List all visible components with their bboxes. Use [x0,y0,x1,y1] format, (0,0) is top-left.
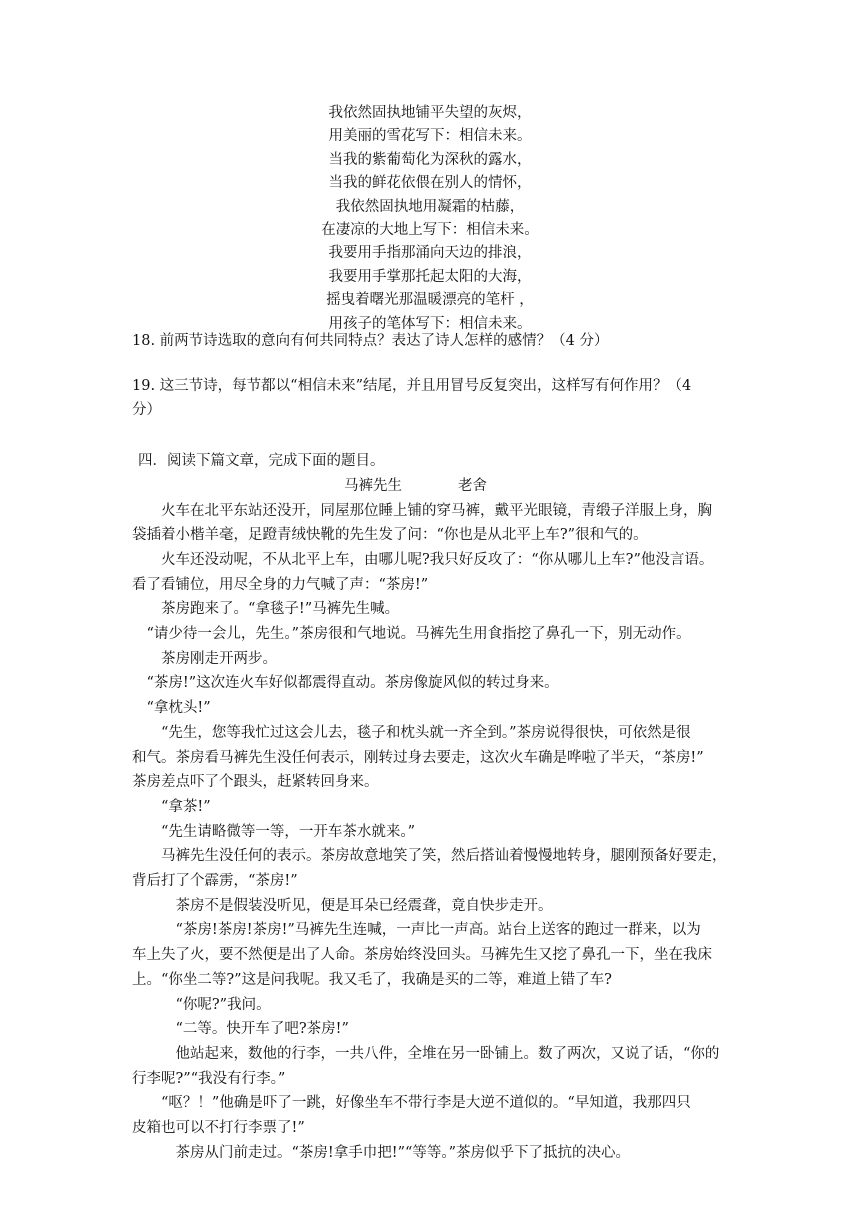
article-line: “茶房!”这次连火车好似都震得直动。茶房像旋风似的转过身来。 [132,675,559,692]
article-line: 车上失了火，要不然便是出了人命。茶房始终没回头。马裤先生又挖了鼻孔一下，坐在我床 [132,947,712,964]
poem-line: 用孩子的笔体写下：相信未来。 [328,315,532,332]
article-line: 马裤先生没任何的表示。茶房故意地笑了笑，然后搭讪着慢慢地转身，腿刚预备好要走， [132,848,727,865]
question-19-line-2: 分） [132,402,161,419]
article-line: 茶房从门前走过。“茶房!拿手巾把!”“等等。”茶房似乎下了抵抗的决心。 [132,1144,631,1161]
poem-line: 我依然固执地用凝霜的枯藤， [335,198,525,215]
article-line: 火车在北平东站还没开，同屋那位睡上铺的穿马裤，戴平光眼镜，青缎子洋服上身，胸 [132,502,712,519]
article-line: 茶房刚走开两步。 [132,650,277,667]
question-18: 18. 前两节诗选取的意向有何共同特点？表达了诗人怎样的感情？（4 分） [132,333,609,349]
article-line: 他站起来，数他的行李，一共八件，全堆在另一卧铺上。数了两次，又说了话，“你的 [132,1045,720,1062]
article-line: “先生，您等我忙过这会儿去，毯子和枕头就一齐全到。”茶房说得很快，可依然是很 [132,724,691,741]
article-line: “拿枕头!” [132,700,211,717]
article-line: 火车还没动呢，不从北平上车，由哪儿呢?我只好反攻了：“你从哪儿上车?”他没言语。 [132,551,714,568]
poem-line: 在凄凉的大地上写下：相信未来。 [321,222,539,239]
poem-line: 摇曳着曙光那温暖漂亮的笔杆 ， [326,292,534,309]
content-block [132,329,732,1165]
article-line: 茶房差点吓了个跟头，赶紧转回身来。 [132,774,379,791]
poem-line: 我要用手指那涌向天边的排浪， [328,245,532,262]
poem-line: 用美丽的雪花写下：相信未来。 [328,128,532,145]
article-line: “你呢?”我问。 [132,996,271,1013]
article-author: 老舍 [458,477,487,494]
poem-block [0,102,860,336]
article-line: 上。“你坐二等?”这是问我呢。我又毛了，我确是买的二等，难道上错了车? [132,971,612,988]
article-line: 皮箱也可以不打行李票了!” [132,1120,305,1137]
article-line: “先生请略微等一等，一开车茶水就来。” [132,823,416,840]
article-line: 袋插着小楷羊毫，足蹬青绒快靴的先生发了问：“你也是从北平上车?”很和气的。 [132,527,648,544]
article-line: 茶房不是假装没听见，便是耳朵已经震聋，竟自快步走开。 [132,897,553,914]
article-line: “呕？！”他确是吓了一跳，好像坐车不带行李是大逆不道似的。“早知道，我那四只 [132,1095,691,1112]
poem-line: 当我的鲜花依偎在别人的情怀， [328,175,532,192]
article-line: 和气。茶房看马裤先生没任何表示，刚转过身去要走，这次火车确是哗啦了半天，“茶房!” [132,749,704,766]
article-line: “二等。快开车了吧?茶房!” [132,1021,349,1038]
poem-line: 我要用手掌那托起太阳的大海， [328,268,532,285]
poem-line: 我依然固执地铺平失望的灰烬， [328,105,532,121]
article-line: “茶房!茶房!茶房!”马裤先生连喊，一声比一声高。站台上送客的跑过一群来，以为 [132,922,701,939]
article-line: 行李呢?”“我没有行李。” [132,1070,286,1087]
article-line: 背后打了个霹雳，“茶房!” [132,873,298,890]
question-19-line-1: 19. 这三节诗，每节都以“相信未来”结尾，并且用冒号反复突出，这样写有何作用？（4 [132,377,692,394]
article-line: 看了看铺位，用尽全身的力气喊了声：“茶房!” [132,576,429,593]
poem-line: 当我的紫葡萄化为深秋的露水， [328,151,532,168]
article-title: 马裤先生 [344,477,402,494]
article-line: 茶房跑来了。“拿毯子!”马裤先生喊。 [132,601,400,618]
section-heading: 四．阅读下篇文章，完成下面的题目。 [138,453,385,470]
article-line: “拿茶!” [132,798,211,815]
article-line: “请少待一会儿，先生。”茶房很和气地说。马裤先生用食指挖了鼻孔一下，别无动作。 [132,626,691,643]
article-title-row [132,474,732,499]
